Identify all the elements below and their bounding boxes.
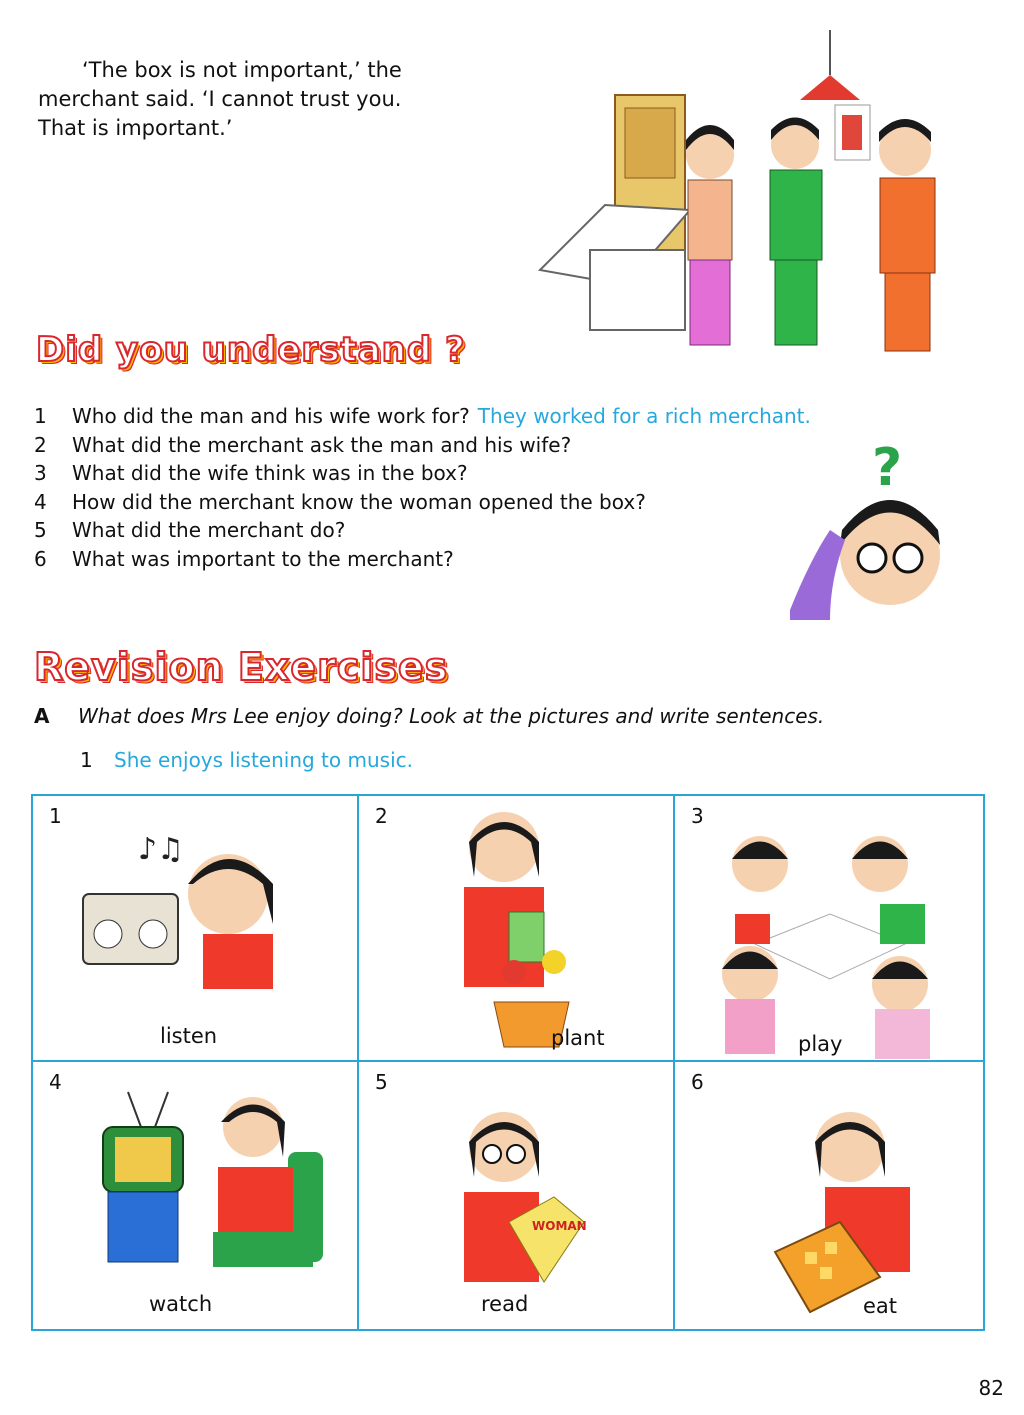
exercise-a-instruction	[34, 704, 824, 728]
page-number: 82	[978, 1376, 1004, 1400]
question-number: 2	[34, 432, 47, 457]
question-text: Who did the man and his wife work for?	[72, 404, 470, 428]
question-number: 6	[34, 546, 47, 571]
picture-number: 1	[49, 804, 62, 828]
question-text: What did the merchant do?	[72, 518, 346, 542]
question-row	[34, 402, 974, 431]
exercise-a-example	[80, 748, 413, 772]
magazine-icon	[444, 1102, 614, 1302]
example-answer: She enjoys listening to music.	[114, 748, 413, 772]
question-number: 1	[34, 404, 47, 428]
activity-picture-grid	[31, 794, 985, 1331]
mahjong-table-icon	[720, 824, 940, 1064]
flower-pot-icon	[419, 802, 619, 1052]
picture-number: 3	[691, 804, 704, 828]
story-line-2: merchant said. ‘I cannot trust you.	[38, 87, 402, 111]
chocolate-box-icon	[770, 1102, 960, 1322]
did-you-understand-heading: Did you understand ?	[36, 330, 466, 370]
picture-number: 4	[49, 1070, 62, 1094]
story-line-1: ‘The box is not important,’ the	[82, 58, 402, 82]
question-number: 4	[34, 489, 47, 514]
story-text	[38, 56, 508, 143]
story-line-3: That is important.’	[38, 116, 233, 140]
picture-cell-eat	[675, 1062, 983, 1329]
question-text: What did the merchant ask the man and his wife?	[72, 432, 572, 457]
picture-number: 5	[375, 1070, 388, 1094]
question-text: How did the merchant know the woman opened the box?	[72, 489, 646, 514]
revision-exercises-heading: Revision Exercises	[34, 645, 449, 689]
picture-word: listen	[160, 1024, 218, 1048]
picture-cell-play	[675, 796, 983, 1062]
picture-number: 6	[691, 1070, 704, 1094]
picture-word: read	[481, 1292, 529, 1316]
svg-text:?: ?	[872, 440, 903, 498]
picture-number: 2	[375, 804, 388, 828]
question-answer: They worked for a rich merchant.	[477, 404, 811, 428]
svg-text:WOMAN: WOMAN	[532, 1219, 587, 1233]
thinking-boy-icon	[790, 440, 960, 620]
picture-word: watch	[149, 1292, 213, 1316]
picture-cell-listen	[33, 796, 359, 1062]
picture-cell-read	[359, 1062, 675, 1329]
question-text: What did the wife think was in the box?	[72, 461, 468, 485]
picture-cell-plant	[359, 796, 675, 1062]
picture-cell-watch	[33, 1062, 359, 1329]
picture-word: eat	[863, 1294, 898, 1318]
merchant-scene-illustration	[530, 30, 980, 360]
example-number: 1	[80, 748, 93, 772]
question-number: 3	[34, 461, 47, 485]
svg-text:♪♫: ♪♫	[138, 832, 185, 867]
exercise-a-label: A	[34, 704, 50, 728]
question-number: 5	[34, 518, 47, 542]
picture-word: play	[798, 1032, 843, 1056]
picture-word: plant	[551, 1026, 605, 1050]
exercise-a-text: What does Mrs Lee enjoy doing? Look at the pictures and write sentences.	[78, 704, 825, 728]
question-text: What was important to the merchant?	[72, 546, 454, 571]
television-icon	[93, 1082, 323, 1272]
radio-music-icon	[78, 824, 308, 994]
